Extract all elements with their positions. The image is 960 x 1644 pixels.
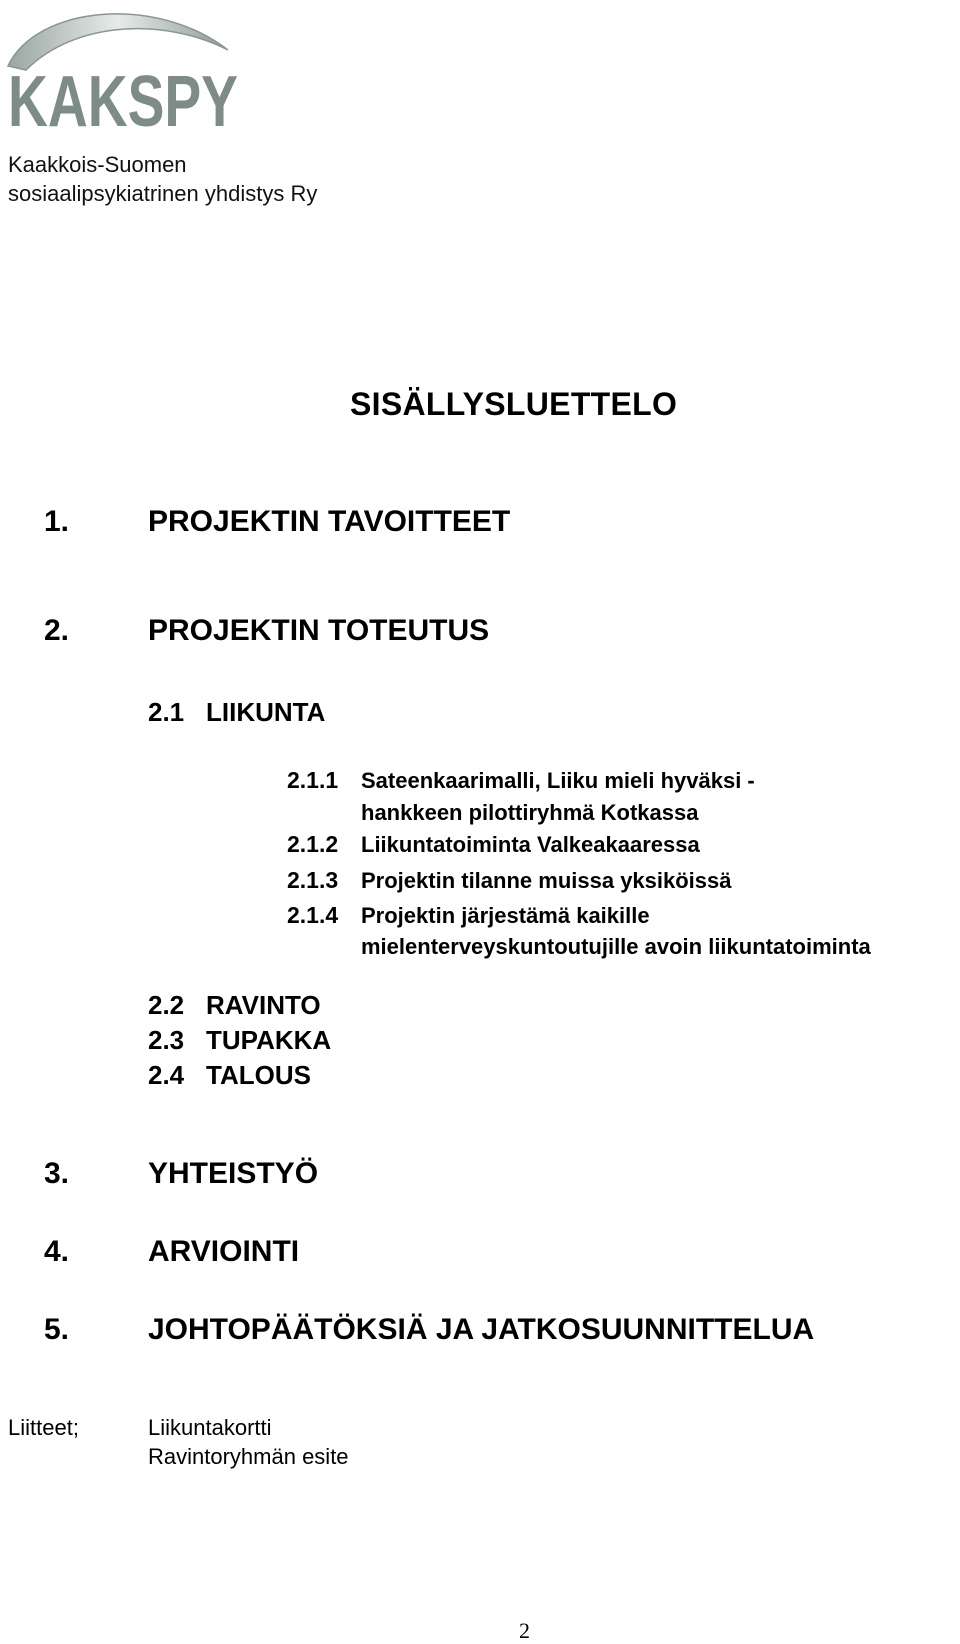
page-number: 2 — [519, 1618, 530, 1643]
toc-s2-4 — [148, 1060, 311, 1091]
toc-s2-1-4-label-cont: mielenterveyskuntoutujille avoin liikuntatoiminta — [361, 934, 871, 959]
toc-s2-3-label: TUPAKKA — [206, 1025, 332, 1055]
org-name-line1: Kaakkois-Suomen — [8, 152, 187, 177]
kakspy-logo — [6, 0, 242, 142]
toc-s2-3-number: 2.3 — [148, 1025, 185, 1055]
toc-s2-1-label: LIIKUNTA — [206, 697, 326, 727]
toc-s2-2-label: RAVINTO — [206, 990, 321, 1020]
attachment-item: Ravintoryhmän esite — [148, 1444, 349, 1469]
toc-s2-1-1-label: Sateenkaarimalli, Liiku mieli hyväksi - — [361, 768, 755, 793]
toc-s3-number: 3. — [44, 1157, 70, 1190]
kakspy-logo-graphic — [6, 0, 242, 142]
toc-s5-number: 5. — [44, 1313, 70, 1346]
toc-s2-4-number: 2.4 — [148, 1060, 185, 1090]
toc-s2-1-number: 2.1 — [148, 697, 185, 727]
toc-s2-number: 2. — [44, 614, 70, 647]
toc-title: SISÄLLYSLUETTELO — [350, 386, 678, 422]
toc-s5-label: JOHTOPÄÄTÖKSIÄ JA JATKOSUUNNITTELUA — [148, 1313, 815, 1346]
toc-s2-2-number: 2.2 — [148, 990, 185, 1020]
logo-wordmark: KAKSPY — [8, 62, 238, 142]
toc-s2-1-3-label: Projektin tilanne muissa yksiköissä — [361, 868, 732, 893]
toc-s2-label: PROJEKTIN TOTEUTUS — [148, 614, 490, 647]
toc-s2-1-2-number: 2.1.2 — [287, 831, 339, 857]
toc-s4-number: 4. — [44, 1235, 70, 1268]
toc-s2-1-3-number: 2.1.3 — [287, 867, 339, 893]
toc-s2-1-4-label: Projektin järjestämä kaikille — [361, 903, 650, 928]
toc-s4-label: ARVIOINTI — [148, 1235, 300, 1268]
toc-s2-1 — [148, 697, 325, 728]
org-name-line2: sosiaalipsykiatrinen yhdistys Ry — [8, 181, 318, 206]
toc-s2-1-2-label: Liikuntatoiminta Valkeakaaressa — [361, 832, 700, 857]
toc-s2-2 — [148, 990, 321, 1021]
attachment-item: Liikuntakortti — [148, 1415, 272, 1440]
toc-s1-label: PROJEKTIN TAVOITTEET — [148, 505, 511, 538]
toc-s2-4-label: TALOUS — [206, 1060, 311, 1090]
toc-s2-1-1-number: 2.1.1 — [287, 767, 339, 793]
toc-s3-label: YHTEISTYÖ — [148, 1157, 319, 1190]
toc-s2-1-4-number: 2.1.4 — [287, 902, 339, 928]
toc-s2-1-1-label-cont: hankkeen pilottiryhmä Kotkassa — [361, 800, 699, 825]
toc-s2-3 — [148, 1025, 331, 1056]
toc-s1-number: 1. — [44, 505, 70, 538]
attachments-label: Liitteet; — [8, 1415, 79, 1440]
